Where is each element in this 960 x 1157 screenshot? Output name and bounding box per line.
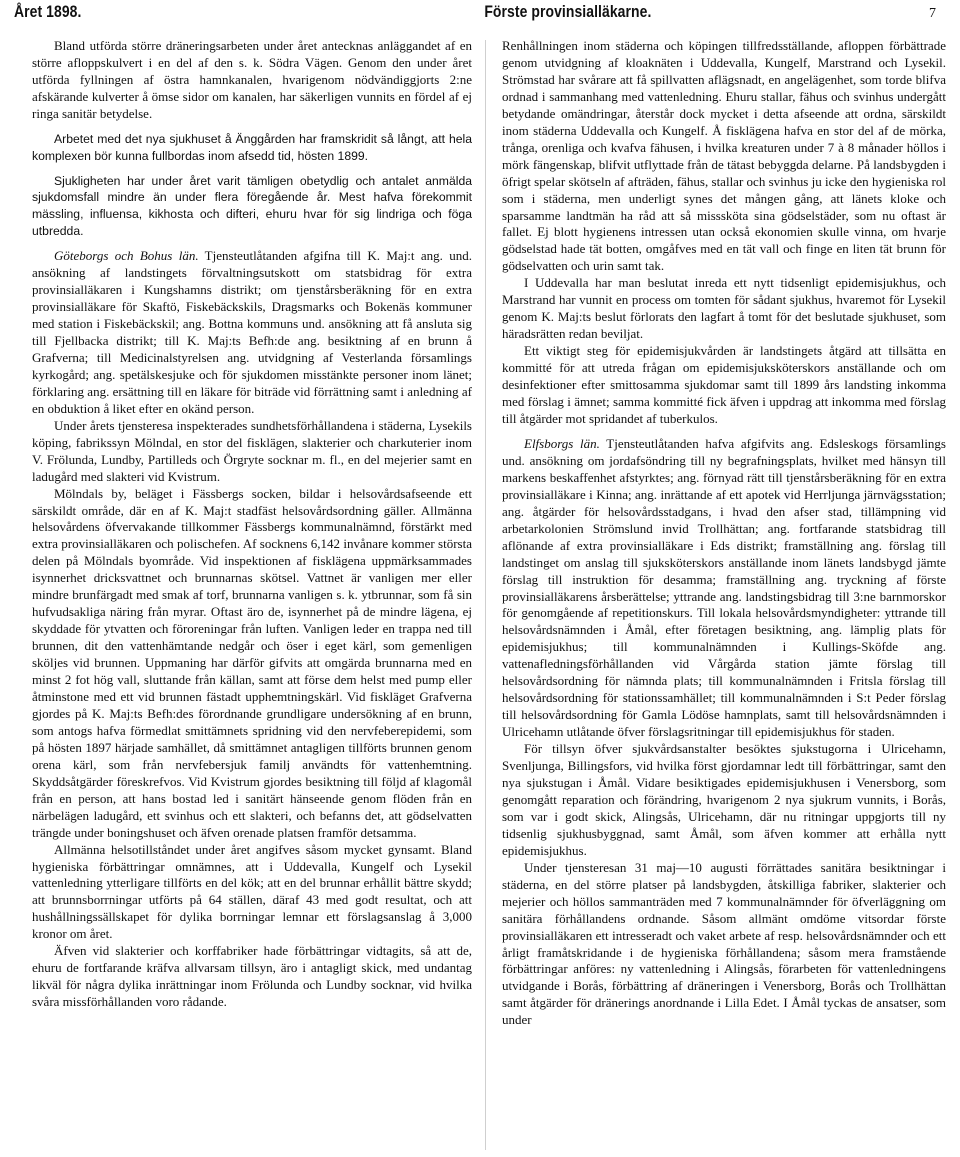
paragraph-slaughterhouses: Äfven vid slakterier och korffabriker hade förbättringar vidtagits, så att de, ehuru de fortfarande kräfva allvarsam tillsyn, äro i antagligt skick, med undantag likväl för några dylika inrättningar inom Frölunda och Lundby socknar, vid hvilka svåra missförhållanden voro rådande. bbox=[32, 943, 472, 1010]
column-divider bbox=[485, 40, 486, 1150]
paragraph-official-tour: Under tjensteresan 31 maj—10 augusti förrättades sanitära besiktningar i städerna, en del större platser på landsbygden, åtskilliga fabriker, slakterier och mejerier och höllos sammanträden med 7 kommunalnämnder för öfverläggning om sanitära förhållandens ordnande. Såsom allmänt omdöme vitsordar förste provinsialläkaren ett intresseradt och vaket arbete af resp. helsovårdsnämnder och ett årligt framåtskridande i de hygieniska förhållandena; såsom mera framstående förbättringar anföres: ny vattenledning i Alingsås, förarbeten för vattenledningens utvidgande i Borås, förbättring af dräneringen i Venersborg, Borås och Trollhättan samt åtgärder för dränerings anordnande i Lilla Edet. I Åmål tyckas de ansatser, som under bbox=[502, 859, 946, 1028]
page-number: 7 bbox=[929, 6, 936, 21]
paragraph-committee: Ett viktigt steg för epidemisjukvården är landstingets åtgärd att tillsätta en kommitté för att utreda frågan om epidemisjuksköterskors anställande och om desinfektioner efter smittosamma sjukdomar samt till 1899 års landsting inkomma med förslag i ämnet; samma kommitté fick äfven i uppdrag att inkomma med förslag till åtgärder mot spridandet af tuberkulos. bbox=[502, 343, 946, 426]
left-column bbox=[32, 38, 472, 1150]
header-year: Året 1898. bbox=[14, 2, 82, 21]
paragraph-general-health: Allmänna helsotillståndet under året angifves såsom mycket gynsamt. Bland hygieniska förbättringar omnämnes, att i Uddevalla, Kungelf och Lysekil vattenledning ytterligare tillförts en del kök; att en del brunnar erhållit bättre skydd; att brunnsborrningar utförts på 64 ställen, däraf 43 med godt resultat, och att hushållningssällskapet för dylika borrningar lemnar ett förslagsanslag å 3,000 kronor om året. bbox=[32, 841, 472, 942]
paragraph-inspection-tour: Under årets tjensteresa inspekterades sundhetsförhållandena i städerna, Lysekils köping, fabrikssyn Mölndal, en stor del fisklägen, slakterier och charkuterier inom V. Frölunda, Lundby, Partilleds och Örgryte socknar m. fl., en del mejerier samt en ladugård med slakteri vid Kvistrum. bbox=[32, 417, 472, 484]
paragraph-drainage: Bland utförda större dräneringsarbeten under året antecknas anläggandet af en större afloppskulvert i en del af den s. k. Södra Vägen. Genom den under året utförda fyllningen af östra hamnkanalen, hvarigenom nödvändiggjorts 2:ne afskärande kulverter å ömse sidor om kanalen, har säkerligen vunnits en fördel af ej ringa sanitär betydelse. bbox=[32, 38, 472, 121]
paragraph-elfsborg-statements bbox=[502, 436, 946, 741]
elfsborg-statements-text: Tjensteutlåtanden hafva afgifvits ang. Edsleskogs församlings und. ansökning om jordafsöndring till ny begrafningsplats, hvilket med hänsyn till markens beskaffenhet afstyrktes; ang. förnyad rätt till tjenstårsberäkning för en extra provinsialläkare i Kinna; ang. inrättande af ett apotek vid Herrljunga järnvägsstation; ang. åtgärder för helsovårdsstadgans, i hvad den afser stad, tillämpning vid arbetarkolonien Strömslund invid Trollhättan; ang. fortfarande statsbidrag till aflönande af extra provinsialläkare i Eds distrikt; framställning ang. förslag till landstinget om anslag till sjuksköterskors anställande inom länets landsbygd jämte förslag till instruktion för desamma; framställning ang. tryckning af förste provinsialläkarens årsberättelse; yttrande ang. landstingsbidrag till 3:ne barnmorskor för genomgående af repetitionskurs. Till lokala helsovårdsmyndigheter: yttrande till helsovårdsnämnden i Åmål, efter företagen besiktning, ang. lämplig plats för epidemisjukhus; till kommunalnämnden i Kullings-Sköfde ang. vattenafledningsförhållanden vid Vårgårda station jämte förslag till helsovårdsordning för nämnda plats; till kommunalnämnden i Fritsla förslag till helsovårdsordning för stationssamhället; till kommunalnämnden i S:t Peder förslag till helsovårdsordning för Gamla Lödöse hamnplats, samt till helsovårdsnämnden i Ulricehamn utlåtande öfver förslagsritningar till epidemisjukhus för staden. bbox=[502, 435, 946, 740]
paragraph-epidemic-hospitals: I Uddevalla har man beslutat inreda ett nytt tidsenligt epidemisjukhus, och Marstrand har vunnit en process om tomten för sådant sjukhus, hvaremot för Lysekil genom K. Maj:ts beslut förlorats den lagfart å tomt för det beslutade sjukhuset, som häradsrätten redan beviljat. bbox=[502, 275, 946, 342]
paragraph-care-institutions: För tillsyn öfver sjukvårdsanstalter besöktes sjukstugorna i Ulricehamn, Svenljunga, Billingsfors, vid hvilka först gjordamnar ledt till förbättringar, samt den nya sjukstugan i Åmål. Vidare besiktigades epidemisjukhusen i Venersborg, som genomgått reparation och förändring, hvarigenom 2 nya sjukrum vunnits, i Borås, som var i godt skick, Alingsås, Ulricehamn, där nu ritningar uppgjorts till ny tidsenlig sjukhusbyggnad, samt Åmål, som äfven kommer att erhålla nytt epidemisjukhus. bbox=[502, 741, 946, 858]
header-title: Förste provinsialläkarne. bbox=[484, 2, 652, 21]
paragraph-sanitation: Renhållningen inom städerna och köpingen tillfredsställande, afloppen förbättrade genom utvidgning af kloaknäten i Uddevalla, Kungelf, Marstrand och Lysekil. Strömstad har svårare att få spillvatten aflägsnadt, en angelägenhet, som torde blifva ordnad i sammanhang med vattenledning. Ehuru stallar, fähus och svinhus undergått betydande omändringar, återstår dock mycket i detta afseende att ordna, särskildt inom städerna Uddevalla och Kungelf. Å fisklägena hafva en stor del af de mörka, trånga, orenliga och kvafva fähusen, i hvilka kreaturen under 7 à 8 månader höllos i mörk fängenskap, blifvit utflyttade från de tätast bebyggda delarne. På landsbygden i öfrigt spelar skötseln af afträden, fähus, stallar och svinhus ju icke den hygieniska rol som i städerna, men underligt synes det mången gång, att länets kloke och sparsamme landtmän ha råd att så misssköta sina gödselstäder, som nu oftast är fallet. Ej blott hygienens intressen utan också ekonomien skulle vinna, om hvarje gödselstad hade tät botten, omgåfves med en tät vall och finge en liten tät brunn för gödselvatten och urin samt tak. bbox=[502, 38, 946, 274]
county-heading-goteborg: Göteborgs och Bohus län. bbox=[54, 248, 199, 264]
page-header bbox=[14, 2, 936, 24]
paragraph-new-hospital: Arbetet med det nya sjukhuset å Änggården har framskridit så långt, att hela komplexen bör kunna fullbordas inom afsedd tid, hösten 1899. bbox=[32, 131, 472, 163]
paragraph-morbidity: Sjukligheten har under året varit tämligen obetydlig och antalet anmälda sjukdomsfall mindre än under flera föregående år. Mest hafva förekommit mässling, influensa, kikhosta och difteri, ehuru hvar för sig lindriga och föga utbredda. bbox=[32, 173, 472, 239]
right-column bbox=[502, 38, 946, 1150]
paragraph-molndal: Mölndals by, beläget i Fässbergs socken, bildar i helsovårdsafseende ett särskildt område, där en af K. Maj:t stadfäst helsovårdsordning gäller. Allmänna helsovårdens öfvervakande tillkommer Fässbergs kommunalnämnd, förstärkt med extra provinsialläkaren och polischefen. Af socknens 6,142 invånare kommer största delen på Mölndals byområde. Vid inspektionen af fisklägena uppmärksammades isynnerhet dricksvattnet och brunnarnas skötsel. Vattnet är vanligen mer eller mindre brunfärgadt med smak af torf, brunnarna vanligen s. k. ytbrunnar, som få sin hufvudsakliga näring från myrar. Oftast äro de, isynnerhet på de mindre lägena, ej skyddade för ytvatten och föroreningar från luften. Vanligen leder en trappa ned till brunnen, dit den vattenhämtande nedgår och öser i eget kärl, som gemenligen sköljes vid brunnen. Uppmaning har därför gifvits att omgärda brunnarna med en minst 2 fot hög vall, sluttande från källan, samt att förse dem helst med pump eller åtminstone med ett vid brunnen fästadt upphemtningskärl. Vid fiskläget Grafverna gjordes på K. Maj:ts Befh:des förordnande grundligare undersökning af en brunn, som antogs hafva förmedlat smittämnets spridning vid den nervfeberepidemi, som på hösten 1897 härjade samhället, då smittämnet antagligen tillförts brunnen genom orena kärl, som från nervfebersjuk familj användts för vattenhemtning. Skyddsåtgärder föreskrefvos. Vid Kvistrum gjordes besiktning till följd af klagomål från en person, att hans bostad led i sanitärt hänseende genom flöden från en närbelägen ladugård, ett svinhus och ett slakteri, och befanns det, att gödselvatten trängde under boningshuset och äfven orenade platsen framför detsamma. bbox=[32, 485, 472, 840]
county-heading-elfsborg: Elfsborgs län. bbox=[524, 435, 600, 451]
goteborg-statements-text: Tjensteutlåtanden afgifna till K. Maj:t ang. und. ansökning af landstingets förvaltningsutskott om statsbidrag för extra provinsialläkaren i Kungshamns distrikt; om tjenstårsberäkning för en extra provinsialläkare för Skaftö, Fiskebäckskils, Dragsmarks och Bokenäs kommuner med station i Fiskebäckskil; ang. Bottna kommuns und. ansökning att få ansluta sig till Fjellbacka distrikt; till K. Maj:ts Befh:de ang. besiktning af en brunn å Grafverna; till Medicinalstyrelsen ang. utvidgning af Vesterlanda församlings kyrkogård; ang. spetälskesjuke och för sjukdomen misstänkte personer inom länet; förklaring ang. ersättning till en läkare för biträde vid förrättning samt i anledning af en obduktion å liket efter en okänd person. bbox=[32, 248, 472, 416]
paragraph-goteborg-statements bbox=[32, 248, 472, 418]
